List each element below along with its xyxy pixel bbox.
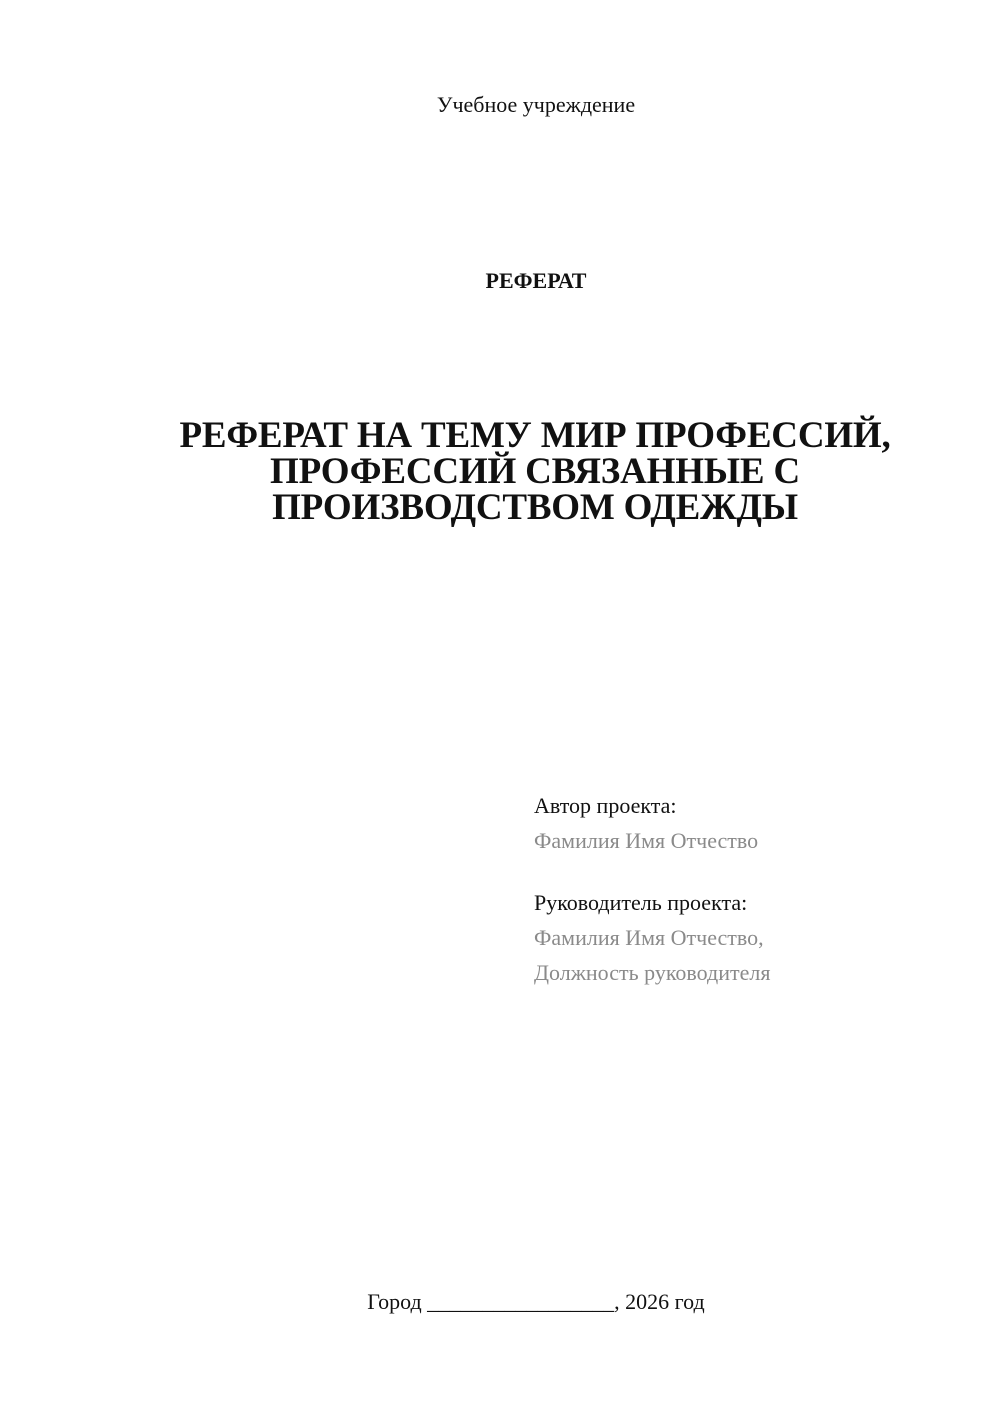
author-name: Фамилия Имя Отчество bbox=[534, 828, 759, 853]
author-label: Автор проекта: bbox=[534, 793, 677, 818]
document-type: РЕФЕРАТ bbox=[485, 268, 587, 293]
city-year-line: Город _________________, 2026 год bbox=[367, 1289, 705, 1314]
author-block bbox=[534, 788, 974, 990]
title-line-3: ПРОИЗВОДСТВОМ ОДЕЖДЫ bbox=[272, 487, 798, 528]
title-line-2: ПРОФЕССИЙ СВЯЗАННЫЕ С bbox=[270, 451, 800, 492]
supervisor-position: Должность руководителя bbox=[534, 960, 771, 985]
document-title bbox=[150, 415, 920, 528]
supervisor-name: Фамилия Имя Отчество, bbox=[534, 925, 764, 950]
title-line-1: РЕФЕРАТ НА ТЕМУ МИР ПРОФЕССИЙ, bbox=[179, 415, 891, 456]
institution-name: Учебное учреждение bbox=[436, 92, 636, 117]
supervisor-label: Руководитель проекта: bbox=[534, 890, 748, 915]
